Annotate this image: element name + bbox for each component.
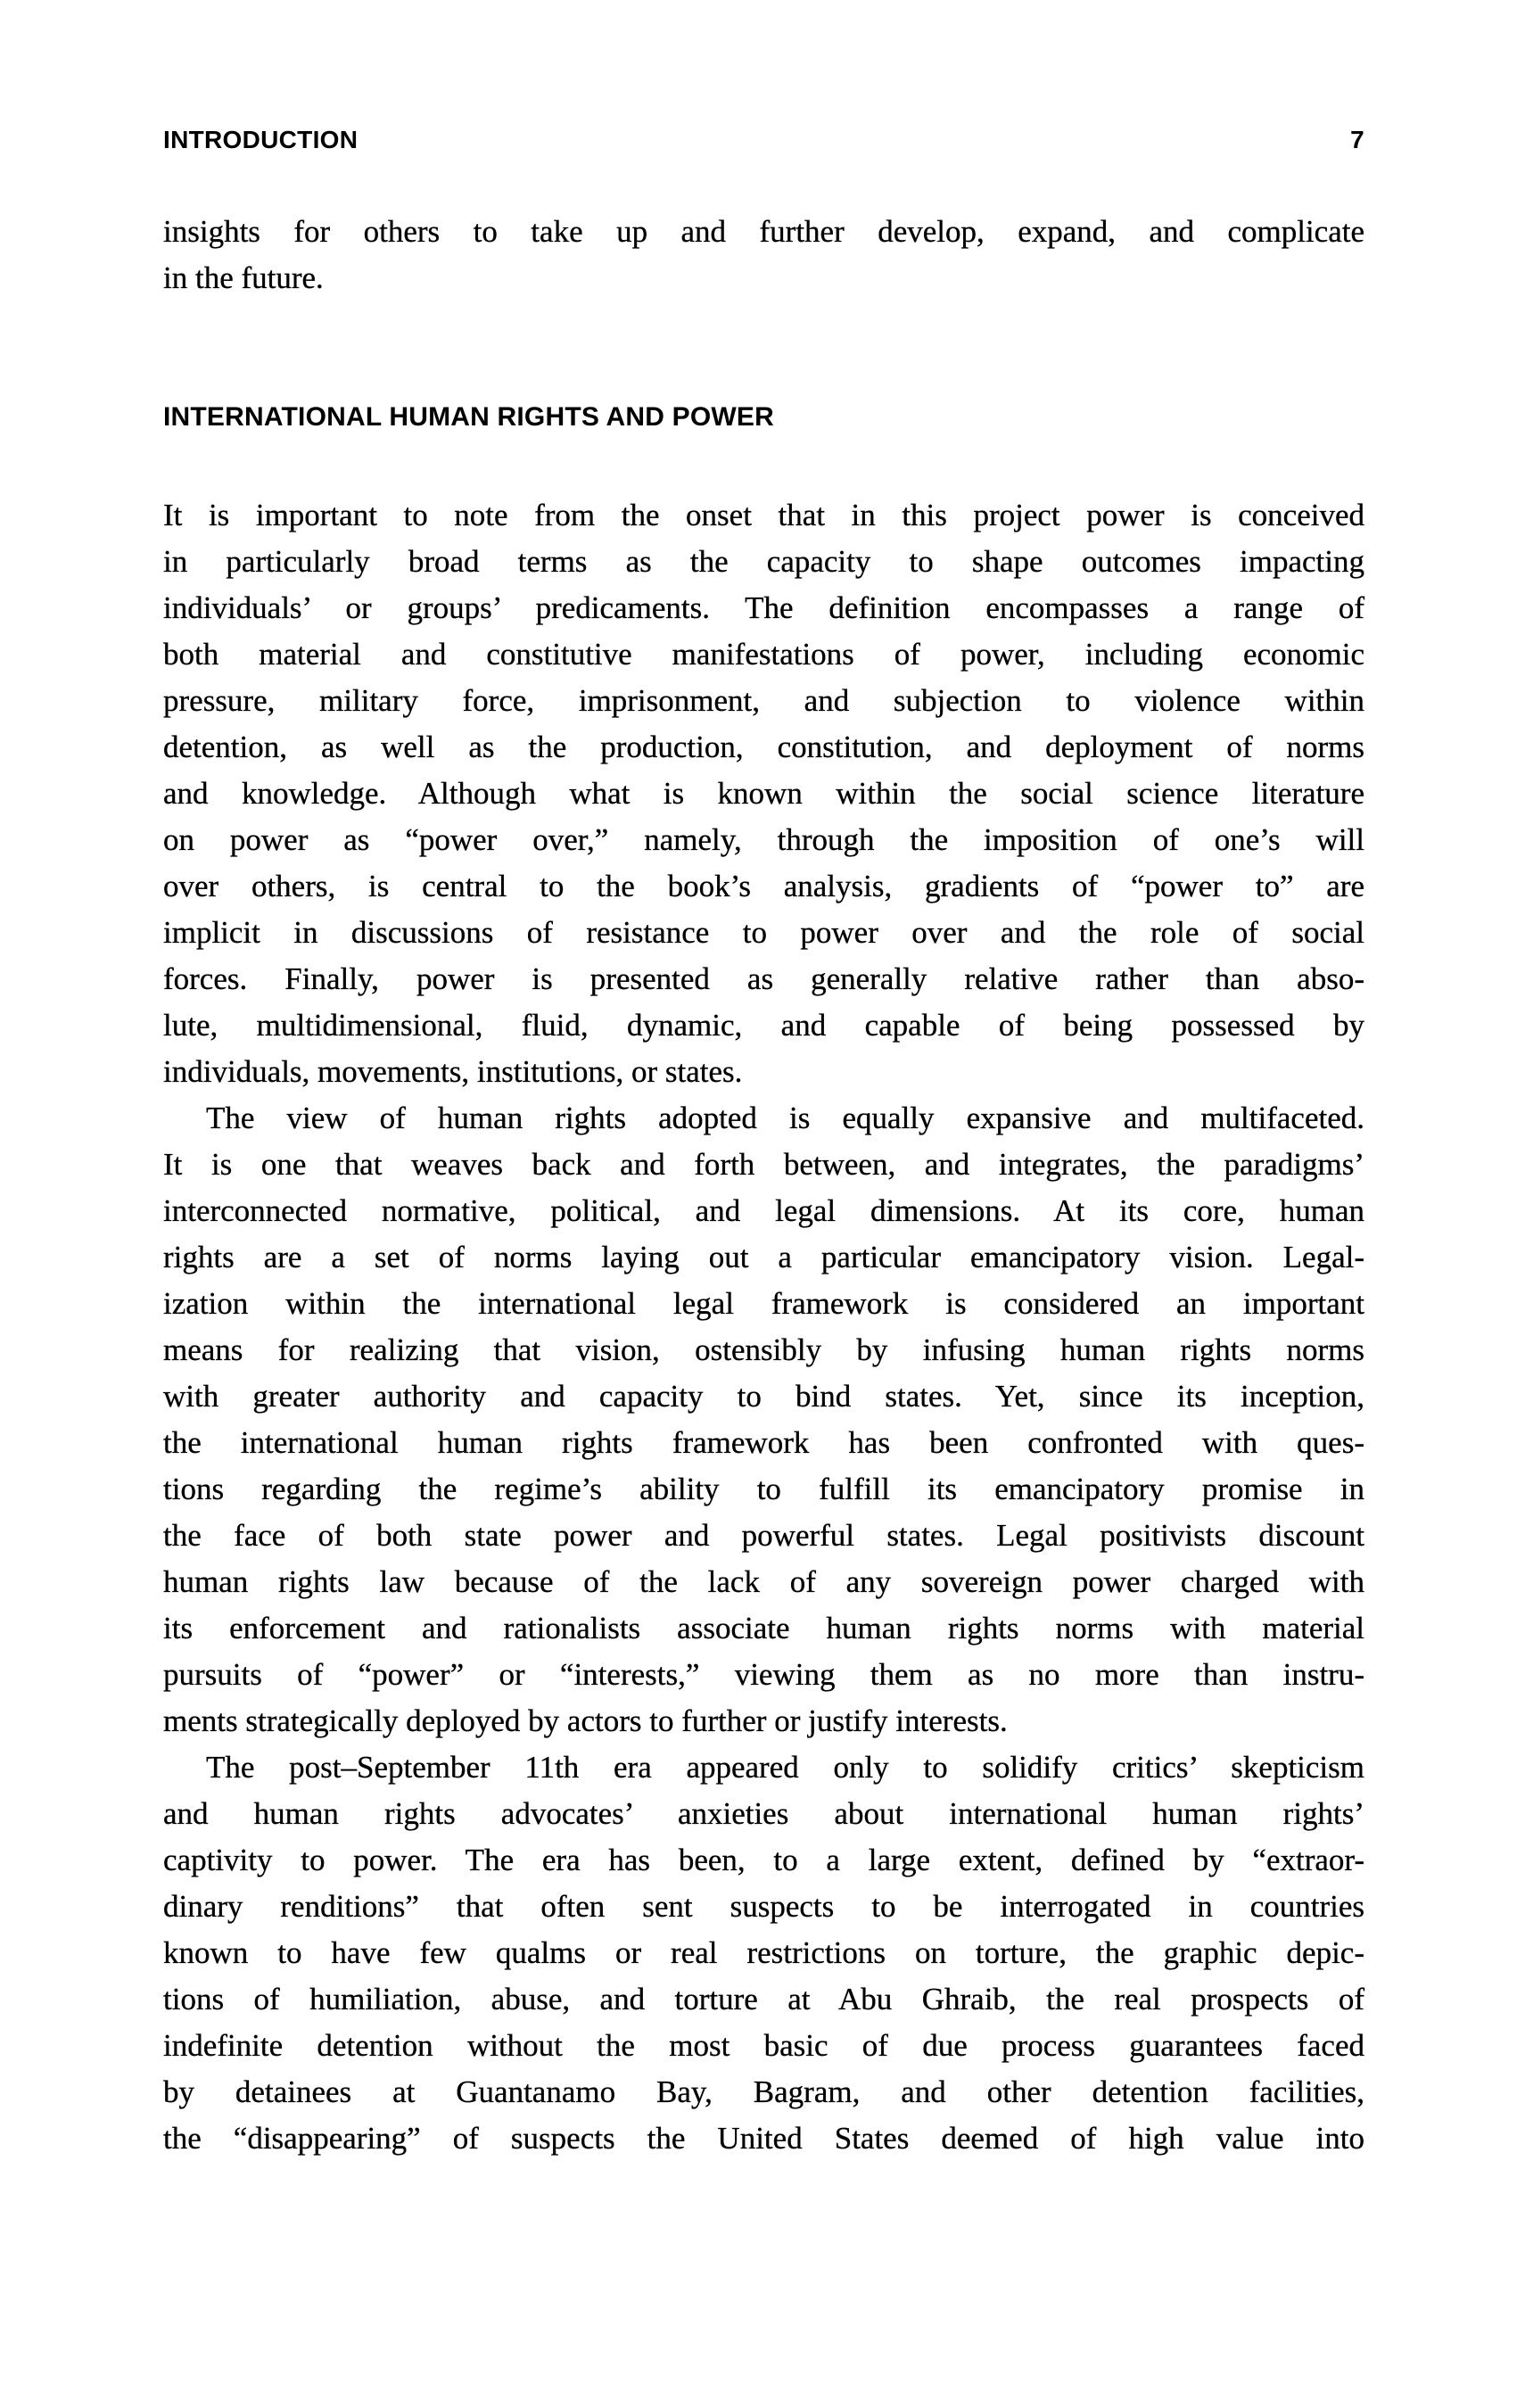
text-line: and human rights advocates’ anxieties about international human rights’ [163, 1796, 1364, 1831]
text-line: and knowledge. Although what is known within the social science literature [163, 776, 1364, 811]
text-line: dinary renditions” that often sent suspects to be interrogated in countries [163, 1889, 1364, 1924]
section-heading: INTERNATIONAL HUMAN RIGHTS AND POWER [163, 402, 774, 432]
text-line: the face of both state power and powerful states. Legal positivists discount [163, 1518, 1364, 1553]
page-number: 7 [1350, 126, 1364, 153]
text-line: lute, multidimensional, fluid, dynamic, and capable of being possessed by [163, 1008, 1364, 1043]
text-line: indefinite detention without the most basic of due process guarantees faced [163, 2028, 1364, 2063]
paragraph [163, 1095, 1364, 1744]
text-line: both material and constitutive manifestations of power, including economic [163, 637, 1364, 672]
body-text [163, 492, 1364, 2162]
text-line: tions of humiliation, abuse, and torture at Abu Ghraib, the real prospects of [163, 1982, 1364, 2016]
text-line: forces. Finally, power is presented as generally relative rather than abso- [163, 961, 1364, 996]
text-line: captivity to power. The era has been, to a large extent, defined by “extraor- [163, 1843, 1364, 1877]
text-line: rights are a set of norms laying out a particular emancipatory vision. Legal- [163, 1240, 1364, 1274]
text-line: implicit in discussions of resistance to power over and the role of social [163, 915, 1364, 950]
text-line: ization within the international legal framework is considered an important [163, 1286, 1364, 1321]
text-line: by detainees at Guantanamo Bay, Bagram, and other detention facilities, [163, 2074, 1364, 2109]
text-line: It is one that weaves back and forth between, and integrates, the paradigms’ [163, 1147, 1364, 1182]
text-line: The post–September 11th era appeared only to solidify critics’ skepticism [206, 1750, 1364, 1785]
text-line: in particularly broad terms as the capacity to shape outcomes impacting [163, 544, 1364, 579]
text-line: pursuits of “power” or “interests,” viewing them as no more than instru- [163, 1657, 1364, 1692]
text-line: tions regarding the regime’s ability to fulfill its emancipatory promise in [163, 1472, 1364, 1506]
text-line: on power as “power over,” namely, through the imposition of one’s will [163, 822, 1364, 857]
text-line: detention, as well as the production, constitution, and deployment of norms [163, 730, 1364, 764]
running-head-title: INTRODUCTION [163, 126, 359, 153]
text-line: in the future. [163, 260, 324, 295]
text-line: with greater authority and capacity to bind states. Yet, since its inception, [163, 1379, 1364, 1414]
text-line: interconnected normative, political, and legal dimensions. At its core, human [163, 1193, 1364, 1228]
carried-over-paragraph [163, 209, 1364, 301]
text-line: known to have few qualms or real restrictions on torture, the graphic depic- [163, 1935, 1364, 1970]
text-line: individuals’ or groups’ predicaments. The definition encompasses a range of [163, 590, 1364, 625]
text-line: the “disappearing” of suspects the United States deemed of high value into [163, 2121, 1364, 2156]
text-line: ments strategically deployed by actors to further or justify interests. [163, 1703, 1008, 1738]
text-line: insights for others to take up and further develop, expand, and complicate [163, 214, 1364, 249]
text-line: human rights law because of the lack of any sovereign power charged with [163, 1564, 1364, 1599]
running-header [163, 125, 1364, 155]
text-line: It is important to note from the onset that in this project power is conceived [163, 498, 1364, 532]
text-line: over others, is central to the book’s analysis, gradients of “power to” are [163, 869, 1364, 903]
text-line: pressure, military force, imprisonment, and subjection to violence within [163, 683, 1364, 718]
text-line: individuals, movements, institutions, or states. [163, 1054, 743, 1089]
text-line: The view of human rights adopted is equally expansive and multifaceted. [206, 1101, 1364, 1135]
text-line: its enforcement and rationalists associate human rights norms with material [163, 1611, 1364, 1645]
text-line: means for realizing that vision, ostensibly by infusing human rights norms [163, 1332, 1364, 1367]
paragraph [163, 492, 1364, 1095]
text-line: the international human rights framework has been confronted with ques- [163, 1425, 1364, 1460]
paragraph [163, 1744, 1364, 2162]
